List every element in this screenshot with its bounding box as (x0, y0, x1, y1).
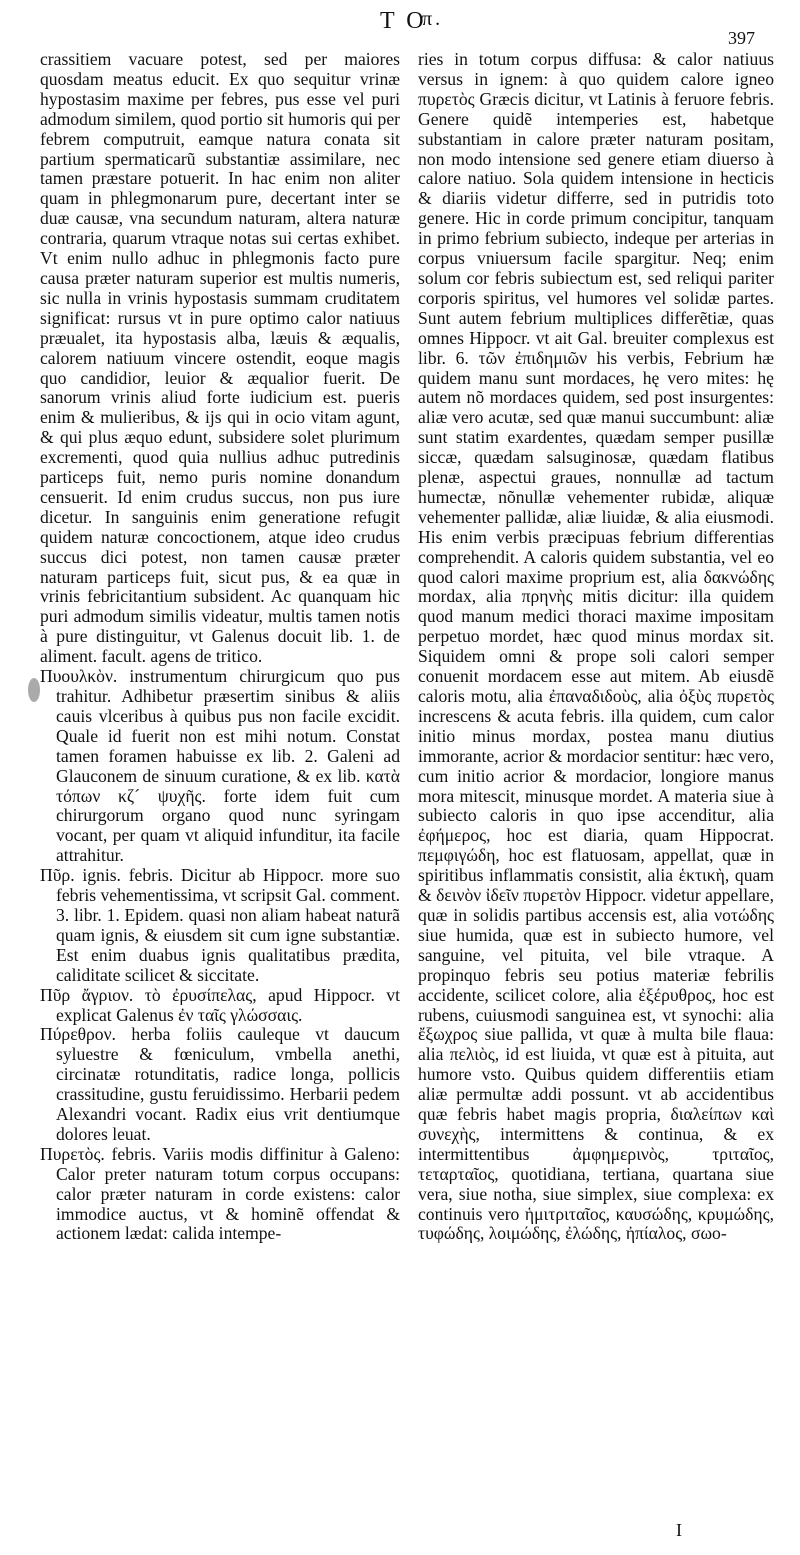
ink-smudge (28, 678, 40, 702)
entry-pyr-agrion: Πῦρ ἄγριον. τὸ ἐρυσίπελας, apud Hippocr. vt explicat Galenus ἐν ταῖς γλώσσαις. (40, 984, 400, 1025)
entry-pyoulkon: Πυουλκὸν. instrumentum chirurgicum quo pus trahitur. Adhibetur præsertim sinibus & aliis cauis vlceribus à quibus pus non facile excidit. Quale id fuerit non est mihi notum. Constat tamen foramen habuisse ex lib. 2. Galeni ad Glauconem de sinuum curatione, & ex lib. κατὰ τόπων κζ´ ψυχῆς. forte idem fuit cum chirurgorum organo quod nunc syringam vocant, per quam vt aliquid infunditur, ita facile attrahitur. (40, 666, 400, 866)
page-number: 397 (728, 28, 755, 48)
right-column (418, 50, 774, 1244)
entry-pyrethron: Πύρεθρον. herba foliis cauleque vt daucum syluestre & fœniculum, vmbella anethi, circinatæ rotunditatis, radice longa, pollicis crassitudine, gustu feruidissimo. Herbarii pedem Alexandri vocant. Radix eius vrit dentiumque dolores leuat. (40, 1024, 400, 1144)
left-column (40, 50, 400, 1244)
entry-continuation: crassitiem vacuare potest, sed per maiores quosdam meatus educit. Ex quo sequitur vrinæ hypostasim maxime per febres, pus esse vel puri admodum similem, quod portio sit humoris qui per febrem computruit, eamque natura conata sit partium spermaticarũ substantiæ assimilare, nec tamen præstare potuerit. In hac enim non aliter quam in phlegmonarum pure, decertant inter se duæ causæ, vna secundum naturam, altera naturæ contraria, quarum vtraque notas sui certas exhibet. Vt enim nullo adhuc in phlegmonis facto pure causa præter naturam superior est multis numeris, sic nulla in vrinis hypostasis summam cruditatem significat: rursus vt in pure optimo calor natiuus præualet, ita hypostasis alba, læuis & æqualis, calorem natiuum vincere ostendit, eoque magis quo candidior, leuior & æqualior fuerit. De sanorum vrinis aliud forte iudicium est. pueris enim & mulieribus, & ijs qui in ocio vitam agunt, & qui plus æquo edunt, subsidere solet plurimum excrementi, quod quia nullius adhuc putredinis particeps fuit, nemo puris nomine donandum censuerit. Id enim crudus succus, non pus iure dicetur. In sanguinis enim generatione refugit quidem naturæ concoctionem, atque ideo crudus succus dici potest, non tamen causæ præter naturam particeps fuit, sicut pus, & ea quæ in vrinis febricitantium subsident. Ac quanquam hic puri admodum similis videatur, multis tamen notis à pure distinguitur, vt Galenus docuit lib. 1. de aliment. facult. agens de tritico. (40, 49, 400, 667)
running-head-right: π. (422, 8, 444, 30)
catchword: I (676, 1520, 682, 1540)
entry-pyretos-continuation: ries in totum corpus diffusa: & calor natiuus versus in ignem: à quo quidem calore igneo πυρετὸς Græcis dicitur, vt Latinis à feruore febris. Genere quidẽ intemperies est, habetque substantiam in calore præter naturam positam, non modo intensione sed genere etiam diuerso à calore natiuo. Sola quidem intensione in hecticis & diariis videtur differre, sed in putridis toto genere. Hic in corde primum concipitur, tanquam in primo febrium subiecto, indeque per arterias in corpus vniuersum facile spargitur. Neq; enim solum cor febris subiectum est, sed reliqui pariter corporis spiritus, vel humores vel solidæ partes. Sunt autem febrium multiplices differẽtiæ, quas omnes Hippocr. vt ait Gal. breuiter complexus est libr. 6. τῶν ἐπιδημιῶν his verbis, Febrium hæ quidem manu sunt mordaces, hę vero mites: hę autem nõ mordaces quidem, sed post insurgentes: aliæ vero acutæ, sed quæ manui succumbunt: aliæ sunt statim exardentes, quædam semper pusillæ siccæ, quædam salsuginosæ, quædam flatibus plenæ, aspectui graues, nonnullæ ad tactum humectæ, nõnullæ vehementer rubidæ, aliquæ vehementer pallidæ, aliæ liuidæ, & alia eiusmodi. His enim verbis præcipuas febrium differentias comprehendit. A caloris quidem substantia, vel eo quod calori maxime proprium est, alia δακνώδης mordax, alia πρηνὴς mitis dicitur: illa quidem quod manum medici thoraci maxime impositam perpetuo mordet, hæc quod minus mordax sit. Siquidem omni & prope soli calori semper conuenit mordacem esse aut mitem. Ab eiusdẽ caloris motu, alia ἐπαναδιδοὺς, alia ὀξὺς πυρετὸς increscens & acuta febris. illa quidem, cum calor initio minus mordax, postea manu diutius immorante, acrior & mordacior sentitur: hæc vero, cum initio acrior & mordacior, longiore manus mora mitescit, minusque mordet. A materia siue à subiecto caloris in quo ipse accenditur, alia ἐφήμερος, hoc est diaria, quam Hippocrat. πεμφιγώδη, hoc est flatuosam, appellat, quæ in spiritibus inflammatis consistit, alia ἑκτικὴ, quam & δεινὸν ἰδεῖν πυρετὸν Hippocr. videtur appellare, quæ in solidis partibus accensis est, alia νοτώδης siue humida, quæ est in subiecto humore, vel sanguine, vel pituita, vel bile vtraque. A propinquo febris seu potius materiæ febrilis accidente, scilicet colore, alia ἐξέρυθρος, hoc est rubens, cuiusmodi sanguinea est, vt synochi: alia ἔξωχρος siue pallida, vt quæ à multa bile flaua: alia πελιὸς, id est liuida, vt quæ est à pituita, aut humore vsto. Quibus quidem differentiis etiam aliæ permultæ addi possunt. vt ab accidentibus quæ febris habet magis propria, διαλείπων καὶ συνεχὴς, intermittens & continua, & ex intermittentibus ἀμφημερινὸς, τριταῖος, τεταρταῖος, quotidiana, tertiana, quartana siue vera, siue notha, siue simplex, siue complexa: ex continuis vero ἡμιτριταῖος, καυσώδης, κρυμώδης, τυφώδης, λοιμώδης, ἐλώδης, ἠπίαλος, σωο- (418, 49, 774, 1244)
entry-pyr: Πῦρ. ignis. febris. Dicitur ab Hippocr. more suo febris vehementissima, vt scripsit Gal. comment. 3. libr. 1. Epidem. quasi non aliam habeat naturã quam ignis, & eiusdem sit cum igne substantiæ. Est enim duabus ignis qualitatibus prædita, caliditate scilicet & siccitate. (40, 865, 400, 985)
running-head-left: T O (380, 8, 427, 34)
entry-pyretos: Πυρετὸς. febris. Variis modis diffinitur à Galeno: Calor preter naturam totum corpus occupans: calor præter naturam in corde existens: calor immodice auctus, vt & hominẽ offendat & actionem lædat: calida intempe- (40, 1143, 400, 1244)
